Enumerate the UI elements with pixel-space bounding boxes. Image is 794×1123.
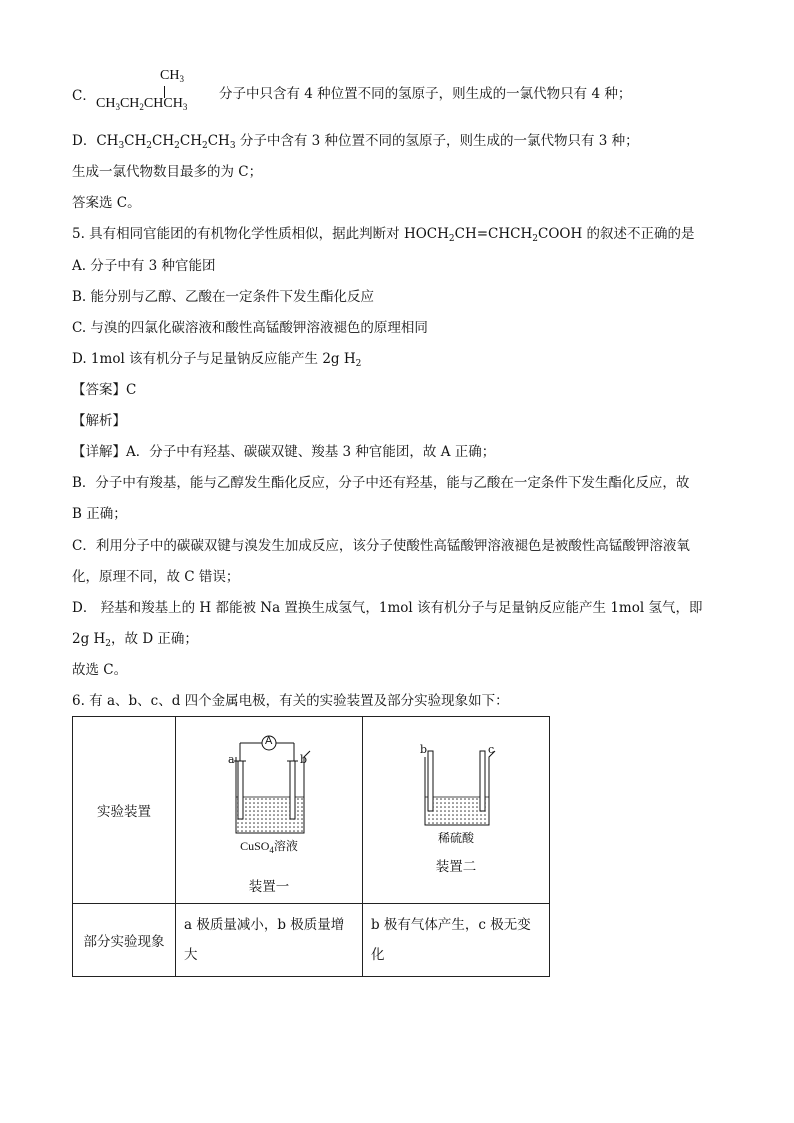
electrode-label-c: c (488, 743, 495, 756)
summary-text: 生成一氯代物数目最多的为 C； (72, 164, 263, 180)
row-header-observation: 部分实验现象 (73, 904, 176, 977)
q5-conclusion: 故选 C。 (72, 662, 128, 678)
observation-one: a 极质量减小，b 极质量增大 (176, 904, 363, 977)
q5-detail-c1: C．利用分子中的碳碳双键与溴发生加成反应，该分子使酸性高锰酸钾溶液褪色是被酸性高锰酸钾溶液氧 (72, 538, 690, 554)
q5-stem: 5. 具有相同官能团的有机物化学性质相似，据此判断对 $HOCH_2CH=CHCH_2COOH$ 的叙述不正确的是 (72, 226, 695, 244)
apparatus-two-name: 装置二 (435, 859, 477, 875)
table-row-observation (73, 904, 550, 977)
q5-detail-d2: 2g $H_2$，故 D 正确； (72, 631, 198, 649)
q5-detail-c2: 化，原理不同，故 C 错误； (72, 569, 240, 585)
solution-label-cuso4: CuSO$_4$溶液 (240, 839, 298, 855)
q5-option-b: B. 能分别与乙醇、乙酸在一定条件下发生酯化反应 (72, 289, 375, 305)
electrode-label-a: a (228, 753, 235, 766)
detail-a-text: A．分子中有羟基、碳碳双键、羧基 3 种官能团，故 A 正确； (126, 444, 496, 460)
detail-label: 【详解】 (72, 444, 126, 460)
q5-analysis-label: 【解析】 (72, 413, 126, 429)
electrode-label-b2: b (420, 743, 428, 756)
observation-two: b 极有气体产生，c 极无变化 (363, 904, 550, 977)
q5-detail-b1: B．分子中有羧基，能与乙醇发生酯化反应，分子中还有羟基，能与乙酸在一定条件下发生酯化反应，故 (72, 475, 690, 491)
q5-detail-b2: B 正确； (72, 506, 127, 522)
electrode-label-b: b (300, 753, 308, 766)
answer-value: C (126, 382, 137, 398)
answer-4: 答案选 C。 (72, 195, 141, 211)
q5-answer (72, 380, 136, 400)
option-d-text: D．$CH_3CH_2CH_2CH_2CH_3$ 分子中含有 3 种位置不同的氢原子，则生成的一氯代物只有 3 种； (72, 133, 639, 151)
apparatus-one-cell (176, 717, 363, 904)
formula-branch-ch3: $CH_3$ (160, 68, 184, 84)
q5-detail-a (72, 442, 495, 462)
ammeter-icon: A (265, 735, 273, 747)
experiment-table (72, 716, 550, 977)
q5-option-c: C. 与溴的四氯化碳溶液和酸性高锰酸钾溶液褪色的原理相同 (72, 320, 428, 336)
apparatus-one-name: 装置一 (248, 879, 290, 895)
apparatus-two-cell (363, 717, 550, 904)
option-c-text: 分子中只含有 4 种位置不同的氢原子，则生成的一氯代物只有 4 种； (219, 86, 632, 102)
table-row-apparatus (73, 717, 550, 904)
solution-label-sulfuric-acid: 稀硫酸 (437, 831, 474, 845)
q5-option-a: A. 分子中有 3 种官能团 (72, 258, 216, 274)
q6-stem: 6. 有 a、b、c、d 四个金属电极，有关的实验装置及部分实验现象如下： (72, 693, 509, 709)
structural-formula-isopentane (96, 66, 220, 118)
q5-option-d: D. 1mol 该有机分子与足量钠反应能产生 2g $H_2$ (72, 351, 362, 369)
formula-main-chain: $CH_3CH_2CHCH_3$ (96, 96, 188, 112)
option-c-prefix: C． (72, 88, 96, 104)
q5-detail-d1: D． 羟基和羧基上的 H 都能被 Na 置换生成氢气，1mol 该有机分子与足量钠反应能产生 1mol 氢气，即 (72, 600, 703, 616)
row-header-apparatus: 实验装置 (73, 717, 176, 904)
answer-label: 【答案】 (72, 382, 126, 398)
apparatus-two-diagram (363, 717, 549, 903)
